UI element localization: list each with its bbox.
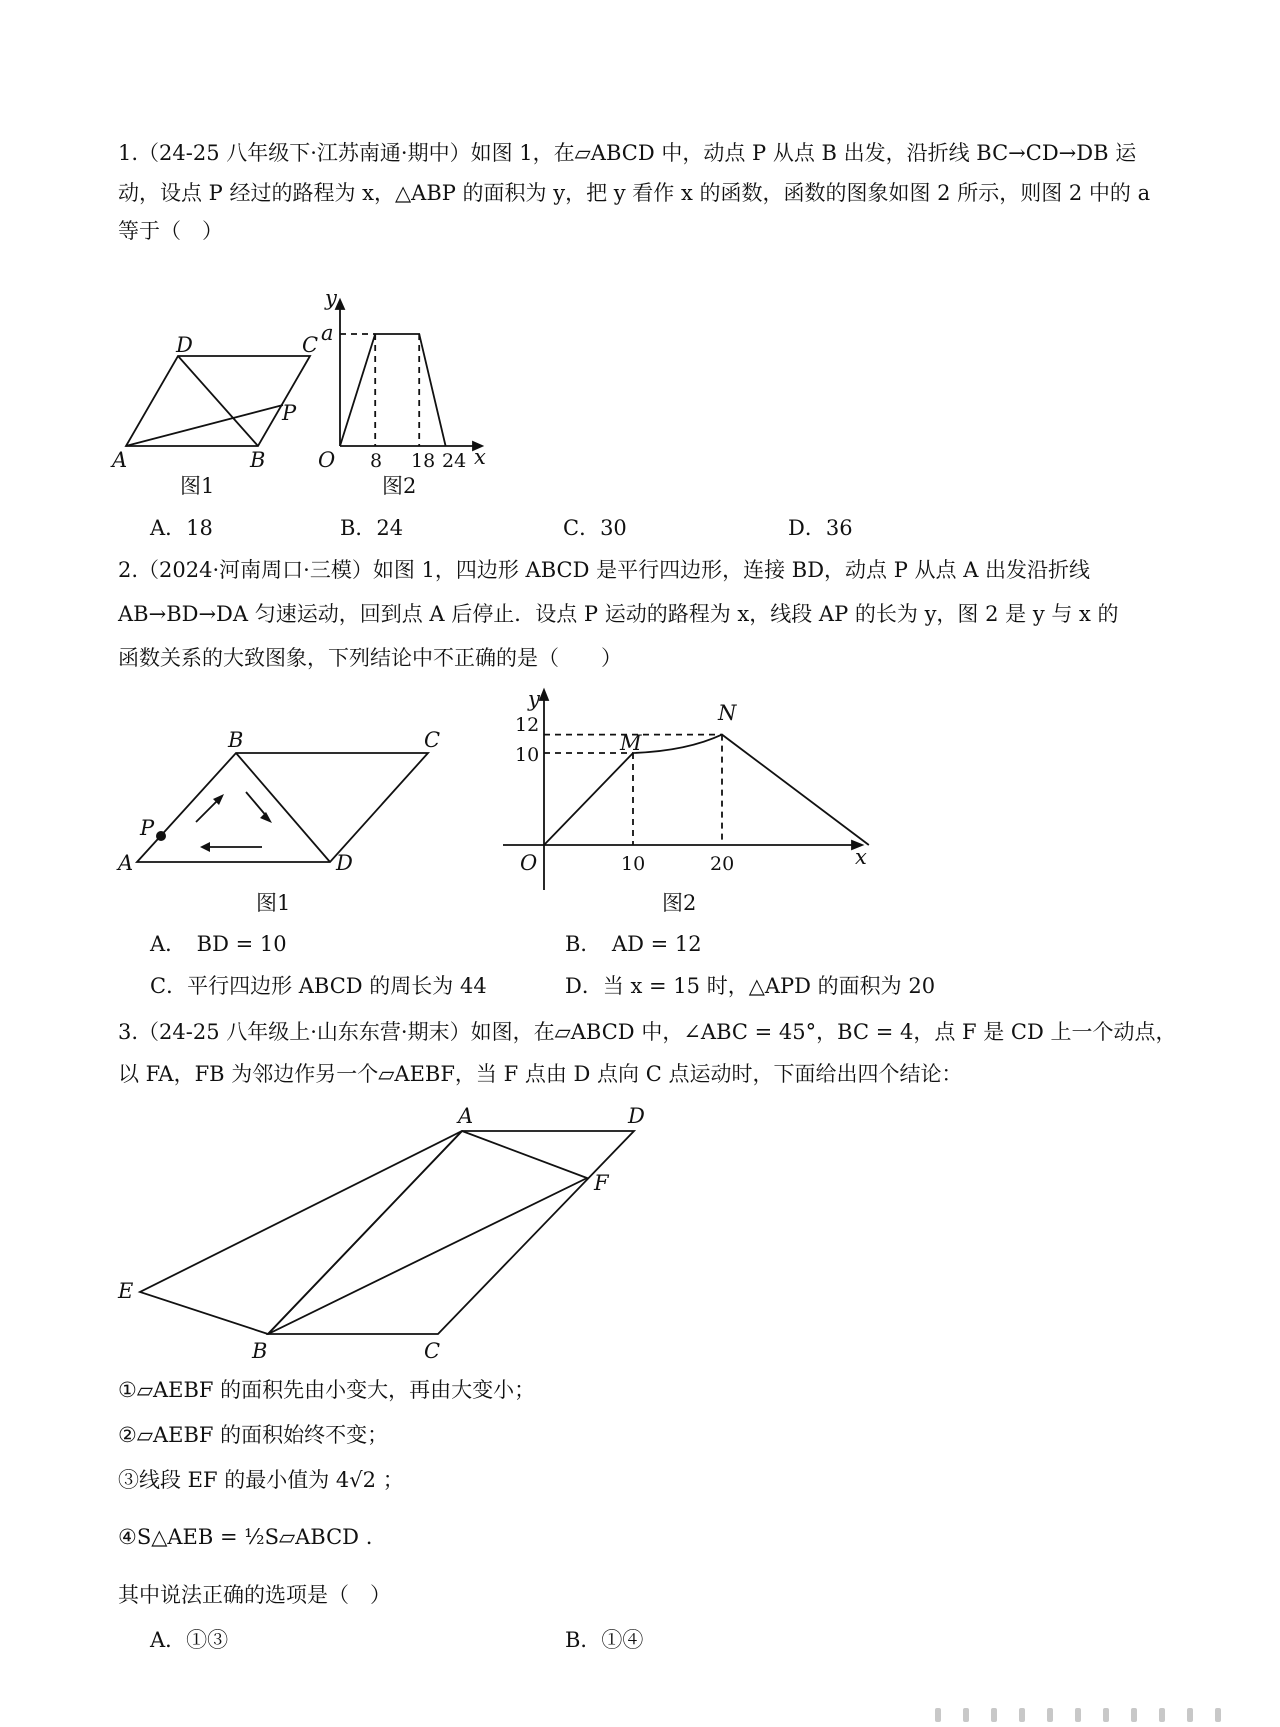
q3-geometry xyxy=(117,1104,645,1363)
q3-parallelogram-abcd xyxy=(268,1131,634,1334)
q2-fig2-caption: 图2 xyxy=(662,891,697,915)
q1-fig2-caption: 图2 xyxy=(382,474,417,498)
q3-label-B: B xyxy=(252,1339,268,1363)
q2-fig2-x-label: x xyxy=(855,845,867,869)
q1-line-1: 1.（24-25 八年级下·江苏南通·期中）如图 1，在▱ABCD 中，动点 P 从点 B 出发，沿折线 BC→CD→DB 运 xyxy=(118,141,1137,165)
q2-fig2-tick-10x: 10 xyxy=(621,853,646,875)
q3-label-E: E xyxy=(118,1279,134,1303)
q2-line-3: 函数关系的大致图象，下列结论中不正确的是（ ） xyxy=(118,646,622,670)
q3-line-1: 3.（24-25 八年级上·山东东营·期末）如图，在▱ABCD 中，∠ABC = 45°，BC = 4，点 F 是 CD 上一个动点， xyxy=(118,1020,1177,1044)
q2-option-c[interactable]: C．平行四边形 ABCD 的周长为 44 xyxy=(150,974,487,998)
q1-fig2-origin: O xyxy=(318,448,336,472)
q1-line-2: 动，设点 P 经过的路程为 x，△ABP 的面积为 y，把 y 看作 x 的函数，函数的图象如图 2 所示，则图 2 中的 a xyxy=(118,181,1151,205)
q3-option-b[interactable]: B．①④ xyxy=(565,1628,644,1652)
q2-fig2-tick-10y: 10 xyxy=(515,744,540,766)
q3-statement-1: ①▱AEBF 的面积先由小变大，再由大变小； xyxy=(118,1378,536,1402)
q1-fig2-tick-8: 8 xyxy=(370,450,383,472)
q3-question: 其中说法正确的选项是（ ） xyxy=(118,1583,391,1607)
q3-label-A: A xyxy=(458,1104,474,1128)
q1-fig1-label-C: C xyxy=(302,333,319,357)
q3-parallelogram-aebf xyxy=(140,1131,587,1334)
q2-fig2-origin: O xyxy=(520,851,538,875)
q3-label-C: C xyxy=(424,1339,441,1363)
q2-fig1-label-D: D xyxy=(336,851,353,875)
q2-fig2-tick-12: 12 xyxy=(515,714,540,736)
q1-fig2-tick-24: 24 xyxy=(442,450,467,472)
q2-fig1-label-A: A xyxy=(118,851,134,875)
q2-fig2-label-M: M xyxy=(620,731,642,755)
q2-fig2-tick-20: 20 xyxy=(710,853,735,875)
q3-statement-3: ③线段 EF 的最小值为 4√2 ； xyxy=(118,1468,404,1492)
q1-option-d[interactable]: D．36 xyxy=(788,516,853,540)
q1-option-c[interactable]: C．30 xyxy=(563,516,627,540)
q3-line-2: 以 FA，FB 为邻边作另一个▱AEBF，当 F 点由 D 点向 C 点运动时，下面给出四个结论： xyxy=(118,1062,963,1086)
q2-fig2-y-label: y xyxy=(528,687,540,711)
q2-fig1-label-B: B xyxy=(228,728,244,752)
q1-fig2-x-label: x xyxy=(474,445,486,469)
q1-line-3: 等于（ ） xyxy=(118,219,223,243)
q1-fig1-label-D: D xyxy=(176,333,193,357)
page-scroll-indicator[interactable] xyxy=(935,1707,1255,1721)
q1-fig1-caption: 图1 xyxy=(180,474,215,498)
q3-label-F: F xyxy=(594,1171,609,1195)
q1-fig2-a-label: a xyxy=(321,321,334,345)
q3-statement-2: ②▱AEBF 的面积始终不变； xyxy=(118,1423,389,1447)
q2-fig1-caption: 图1 xyxy=(256,891,291,915)
q1-option-b[interactable]: B．24 xyxy=(340,516,404,540)
q2-option-a[interactable]: A． BD = 10 xyxy=(150,932,287,956)
q1-fig2-tick-18: 18 xyxy=(411,450,436,472)
q2-line-2: AB→BD→DA 匀速运动，回到点 A 后停止．设点 P 运动的路程为 x，线段 AP 的长为 y，图 2 是 y 与 x 的 xyxy=(118,602,1119,626)
q2-line-1: 2.（2024·河南周口·三模）如图 1，四边形 ABCD 是平行四边形，连接 BD，动点 P 从点 A 出发沿折线 xyxy=(118,558,1091,582)
q1-fig1-label-A: A xyxy=(112,448,128,472)
q3-option-a[interactable]: A．①③ xyxy=(150,1628,229,1652)
q2-fig1-label-P: P xyxy=(140,816,155,840)
q1-fig2-y-label: y xyxy=(325,286,337,310)
q2-option-b[interactable]: B． AD = 12 xyxy=(565,932,702,956)
q2-fig2-label-N: N xyxy=(718,701,737,725)
q2-fig1-label-C: C xyxy=(424,728,441,752)
q1-option-a[interactable]: A．18 xyxy=(150,516,213,540)
q3-label-D: D xyxy=(628,1104,645,1128)
q3-statement-4: ④S△AEB = ½S▱ABCD . xyxy=(118,1525,373,1549)
q1-fig1-label-B: B xyxy=(250,448,266,472)
q2-option-d[interactable]: D．当 x = 15 时，△APD 的面积为 20 xyxy=(565,974,936,998)
q1-fig1-label-P: P xyxy=(282,401,297,425)
